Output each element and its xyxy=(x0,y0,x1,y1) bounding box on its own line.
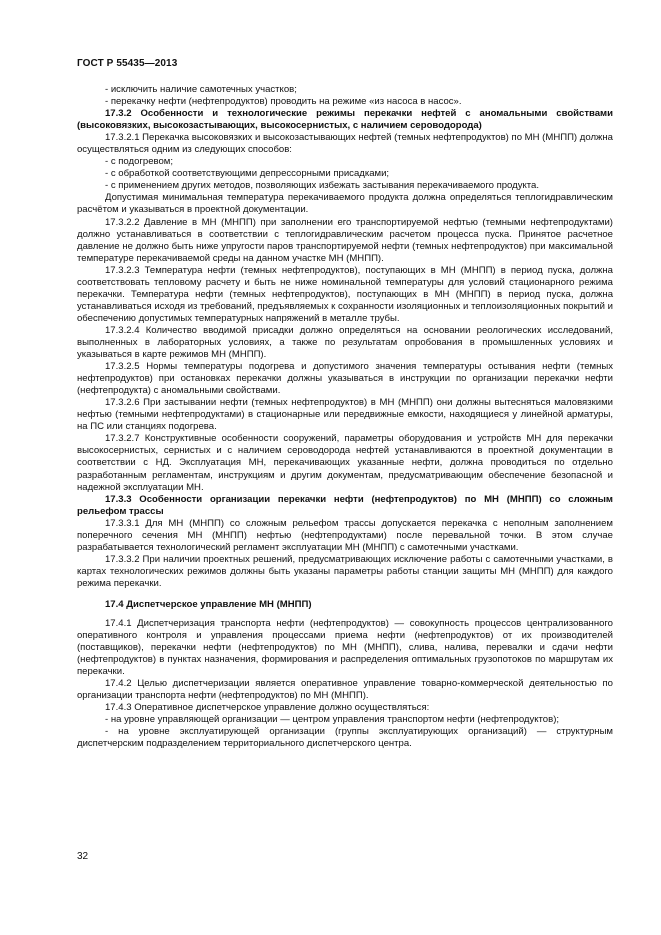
subsection-heading: 17.3.3 Особенности организации перекачки нефти (нефтепродуктов) по МН (МНПП) со сложным рельефом трассы xyxy=(77,493,613,517)
list-item: - на уровне эксплуатирующей организации (группы эксплуатирующих организаций) — структурным диспетчерским подразделением территориального диспетчерского центра. xyxy=(77,726,613,750)
subsection-heading: 17.3.2 Особенности и технологические режимы перекачки нефтей с аномальными свойствами (высоковязких, высокозастывающих, высокосернистых, с наличием сероводорода) xyxy=(77,108,613,132)
paragraph: 17.3.3.2 При наличии проектных решений, предусматривающих исключение работы с самотечными участками, в картах технологических режимов должны быть указаны параметры работы станции защиты МН (МНПП) для каждого режима перекачки. xyxy=(77,553,613,589)
paragraph: 17.3.2.7 Конструктивные особенности сооружений, параметры оборудования и устройств МН для перекачки высокосернистых, сернистых и с наличием сероводорода нефтей устанавливаются в проектной документации в соответствии с НД. Эксплуатация МН, перекачивающих указанные нефти, должна проводиться по отдельно разработанным регламентам, инструкциям и другим документам, предусматривающим обеспечение безопасной и надежной эксплуатации МН. xyxy=(77,433,613,493)
paragraph: Допустимая минимальная температура перекачиваемого продукта должна определяться теплогидравлическим расчётом и указываться в проектной документации. xyxy=(77,192,613,216)
paragraph: 17.3.2.6 При застывании нефти (темных нефтепродуктов) в МН (МНПП) они должны вытесняться маловязкими нефтью (темными нефтепродуктами) в стационарные или передвижные емкости, находящиеся у линейной арматуры, на ПС или станциях подогрева. xyxy=(77,397,613,433)
paragraph: 17.3.2.5 Нормы температуры подогрева и допустимого значения температуры остывания нефти (темных нефтепродуктов) при остановках перекачки должны указываться в инструкции по организации перекачки нефти (нефтепродукта) с аномальными свойствами. xyxy=(77,361,613,397)
paragraph: 17.4.1 Диспетчеризация транспорта нефти (нефтепродуктов) — совокупность процессов централизованного оперативного контроля и управления процессами приема нефти (нефтепродуктов) от их производителей (поставщиков), перекачки нефти (нефтепродуктов) по МН (МНПП), слива, налива, перевалки и сдачи нефти (нефтепродуктов) в пунктах назначения, формирования и распределения оптимальных грузопотоков по маршрутам их перекачки. xyxy=(77,618,613,678)
paragraph: 17.3.2.3 Температура нефти (темных нефтепродуктов), поступающих в МН (МНПП) в период пуска, должна соответствовать тепловому расчету и быть не ниже номинальной температуры для условий стационарного режима перекачки. Температура нефти (темных нефтепродуктов), поступающих в МН (МНПП) в период пуска, должна устанавливаться исходя из требований, предъявляемых к сохранности изоляционных и теплоизоляционных покрытий и обеспечению допустимых температурных напряжений в металле трубы. xyxy=(77,264,613,324)
standard-header: ГОСТ Р 55435—2013 xyxy=(77,58,178,69)
document-body xyxy=(77,84,613,751)
paragraph: 17.3.2.1 Перекачка высоковязких и высокозастывающих нефтей (темных нефтепродуктов) по МН (МНПП) должна осуществляться одним из следующих способов: xyxy=(77,132,613,156)
paragraph: 17.3.2.4 Количество вводимой присадки должно определяться на основании реологических исследований, выполненных в лабораторных условиях, а также по результатам опробования в промышленных условиях и указываться в карте режимов МН (МНПП). xyxy=(77,324,613,361)
list-item: - с применением других методов, позволяющих избежать застывания перекачиваемого продукта. xyxy=(105,180,540,192)
paragraph: 17.4.2 Целью диспетчеризации является оперативное управление товарно-коммерческой деятельностью по организации транспорта нефти (нефтепродуктов) по МН (МНПП). xyxy=(77,678,613,702)
paragraph: 17.3.2.2 Давление в МН (МНПП) при заполнении его транспортируемой нефтью (темными нефтепродуктами) должно устанавливаться в соответствии с теплогидравлическим расчетом процесса пуска. Принятое расчетное давление не должно быть ниже упругости паров транспортируемой нефти (темных нефтепродуктов) при максимальной температуре перекачиваемой среды на данном участке МН (МНПП). xyxy=(77,216,613,264)
list-item: - перекачку нефти (нефтепродуктов) проводить на режиме «из насоса в насос». xyxy=(105,96,462,108)
page-number: 32 xyxy=(77,851,89,862)
list-item: - на уровне управляющей организации — центром управления транспортом нефти (нефтепродуктов); xyxy=(105,714,560,726)
list-item: - с подогревом; xyxy=(105,156,173,168)
section-heading: 17.4 Диспетчерское управление МН (МНПП) xyxy=(105,598,312,610)
paragraph: 17.3.3.1 Для МН (МНПП) со сложным рельефом трассы допускается перекачка с неполным заполнением поперечного сечения МН (МНПП) нефтью (нефтепродуктами) после перевальной точки. В этом случае разрабатывается технологический регламент эксплуатации МН (МНПП) с самотечными участками. xyxy=(77,517,613,553)
list-item: - исключить наличие самотечных участков; xyxy=(105,84,297,95)
list-item: - с обработкой соответствующими депрессорными присадками; xyxy=(105,168,390,180)
paragraph: 17.4.3 Оперативное диспетчерское управление должно осуществляться: xyxy=(105,702,430,714)
